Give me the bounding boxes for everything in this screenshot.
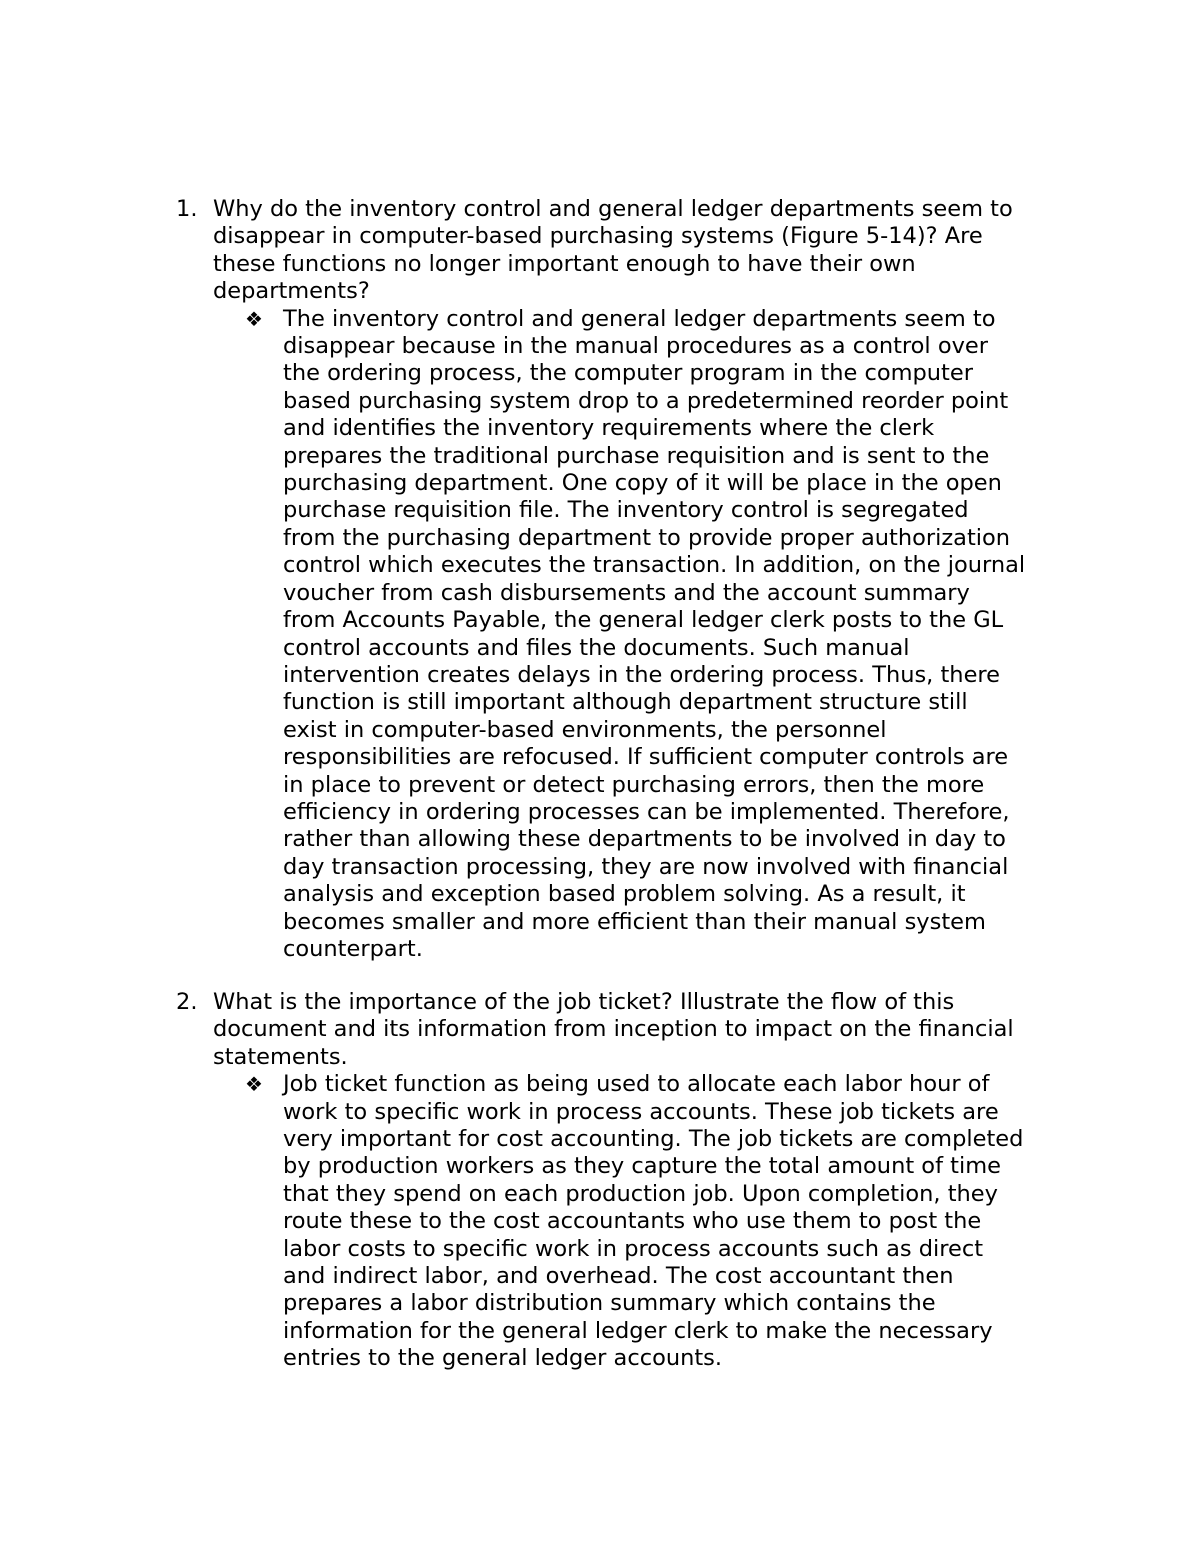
answer-line: work to specific work in process accounts. These job tickets are xyxy=(283,1098,999,1125)
answer-line: analysis and exception based problem solving. As a result, it xyxy=(283,881,966,908)
answer-bullet xyxy=(245,305,1073,964)
answer-line: control accounts and files the documents. Such manual xyxy=(283,634,910,661)
question-line: disappear in computer-based purchasing systems (Figure 5-14)? Are xyxy=(213,223,983,250)
answer-bullet xyxy=(245,1071,1073,1372)
answer-line: counterpart. xyxy=(283,935,423,962)
answer-line: information for the general ledger clerk to make the necessary xyxy=(283,1317,993,1344)
answer-line: efficiency in ordering processes can be implemented. Therefore, xyxy=(283,798,1010,825)
question-line: What is the importance of the job ticket? Illustrate the flow of this xyxy=(213,989,955,1015)
answer-line: purchase requisition file. The inventory control is segregated xyxy=(283,497,969,524)
question-line: document and its information from inception to impact on the financial xyxy=(213,1016,1014,1043)
question-line: statements. xyxy=(213,1043,348,1070)
answer-line: control which executes the transaction. In addition, on the journal xyxy=(283,552,1026,579)
answer-line: Job ticket function as being used to allocate each labor hour of xyxy=(283,1071,990,1098)
answer-line: purchasing department. One copy of it will be place in the open xyxy=(283,470,1002,497)
answer-line: the ordering process, the computer program in the computer xyxy=(283,360,973,387)
answer-line: based purchasing system drop to a predetermined reorder point xyxy=(283,387,1009,414)
answer-line: responsibilities are refocused. If sufficient computer controls are xyxy=(283,744,1009,771)
question-text xyxy=(213,196,1068,306)
answer-line: in place to prevent or detect purchasing errors, then the more xyxy=(283,771,985,798)
answer-line: function is still important although department structure still xyxy=(283,689,968,716)
answer-line: exist in computer-based environments, the personnel xyxy=(283,716,887,743)
answer-line: intervention creates delays in the ordering process. Thus, there xyxy=(283,661,1001,688)
question-2 xyxy=(176,989,1076,1373)
answer-line: disappear because in the manual procedures as a control over xyxy=(283,333,989,360)
answer-line: prepares a labor distribution summary which contains the xyxy=(283,1290,936,1317)
answer-line: from Accounts Payable, the general ledger clerk posts to the GL xyxy=(283,607,1004,634)
answer-line: rather than allowing these departments to be involved in day to xyxy=(283,826,1006,853)
question-1 xyxy=(176,196,1076,963)
question-text xyxy=(213,989,1068,1071)
diamond-bullet-icon: ❖ xyxy=(245,306,263,331)
answer-line: that they spend on each production job. Upon completion, they xyxy=(283,1180,998,1207)
answer-line: route these to the cost accountants who use them to post the xyxy=(283,1208,982,1235)
question-number: 2. xyxy=(176,989,198,1015)
diamond-bullet-icon: ❖ xyxy=(245,1072,263,1097)
question-line: Why do the inventory control and general ledger departments seem to xyxy=(213,196,1013,222)
answer-line: entries to the general ledger accounts. xyxy=(283,1345,723,1372)
answer-line: prepares the traditional purchase requisition and is sent to the xyxy=(283,442,990,469)
answer-line: from the purchasing department to provide proper authorization xyxy=(283,524,1011,551)
answer-line: by production workers as they capture the total amount of time xyxy=(283,1153,1001,1180)
answer-line: and indirect labor, and overhead. The cost accountant then xyxy=(283,1263,954,1290)
question-line: departments? xyxy=(213,278,370,305)
answer-line: and identifies the inventory requirements where the clerk xyxy=(283,415,935,442)
answer-line: becomes smaller and more efficient than their manual system xyxy=(283,908,986,935)
answer-line: very important for cost accounting. The job tickets are completed xyxy=(283,1126,1024,1153)
answer-line: day transaction processing, they are now involved with financial xyxy=(283,853,1009,880)
question-line: these functions no longer important enough to have their own xyxy=(213,250,916,277)
question-number: 1. xyxy=(176,196,198,222)
answer-line: labor costs to specific work in process accounts such as direct xyxy=(283,1235,984,1262)
answer-line: The inventory control and general ledger departments seem to xyxy=(283,305,996,332)
answer-line: voucher from cash disbursements and the account summary xyxy=(283,579,970,606)
